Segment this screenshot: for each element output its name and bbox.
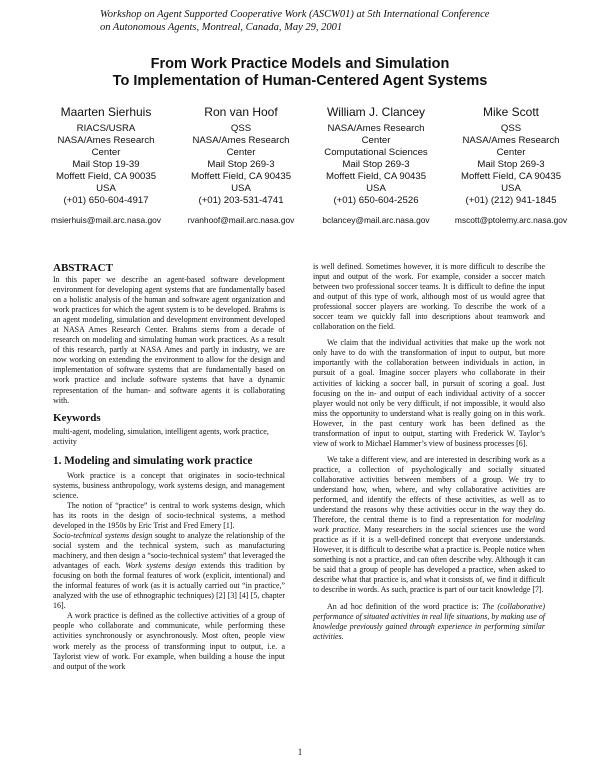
author-name: Mike Scott — [482, 105, 539, 119]
author-name: Maarten Sierhuis — [60, 105, 152, 119]
emphasis-practice-definition: The (collaborative) performance of situated activities in real life situations, by making use of knowledge previously gained through experience in performing similar activities. — [313, 601, 545, 641]
author-affiliation-line: Moffett Field, CA 90435 — [460, 171, 562, 182]
author-email[interactable]: msierhuis@mail.arc.nasa.gov — [51, 215, 161, 225]
author-affiliation-line: USA — [366, 183, 386, 194]
paper-title-line-1: From Work Practice Models and Simulation — [150, 56, 450, 72]
right-paragraph-4-text: An ad hoc definition of the word practice is: — [327, 601, 483, 611]
author-affiliation-line: Mail Stop 269-3 — [477, 159, 545, 170]
workshop-header-line-1: Workshop on Agent Supported Cooperative Work (ASCW01) at 5th International Conference — [100, 9, 490, 20]
author-affiliation-line: RIACS/USRA — [76, 123, 136, 134]
author-affiliation-line: Moffett Field, CA 90435 — [325, 171, 427, 182]
author-affiliation-line: USA — [501, 183, 521, 194]
right-paragraph-2: We claim that the individual activities that make up the work not only have to do with the transformation of input to output, but more importantly with the collaboration between individuals in action, in pursuit of a goal. Imagine soccer players who collaborate in their activities of kicking a soccer ball, in pursuit of scoring a goal. Just focusing on the in- and output of each individual activity of a soccer player would not only be very difficult, if not impossible, it would also miss the opportunity to understand what is really going on in this work. However, in the past century work has been defined as the transformation of input to output, starting with Frederick W. Taylor’s view of work to Michael Hammer’s view of business processes [6]. — [313, 338, 545, 448]
author-affiliation-line: Moffett Field, CA 90435 — [190, 171, 292, 182]
author-affiliation-line: QSS — [500, 123, 522, 134]
author-affiliation-line: Mail Stop 269-3 — [207, 159, 275, 170]
emphasis-socio-technical: Socio-technical systems design — [53, 530, 153, 540]
right-paragraph-1: is well defined. Sometimes however, it is more difficult to describe the input and output of the work. For example, consider a soccer match between two professional soccer teams. It is difficult to define the input and output of this type of work, although most of us would agree that professional soccer players are working. To describe the work of a soccer team we quickly fall into descriptions about teamwork and collaboration on the field. — [313, 262, 545, 332]
author-affiliation-line: NASA/Ames Research — [462, 135, 560, 146]
author-affiliation-line: Mail Stop 19-39 — [72, 159, 140, 170]
author-phone: (+01) 650-604-2526 — [333, 195, 419, 206]
author-affiliation-line: Center — [91, 147, 121, 158]
section-1-paragraph-1: Work practice is a concept that originates in socio-technical systems, business anthropology, work systems design, and management science. — [53, 470, 285, 500]
author-phone: (+01) 203-531-4741 — [198, 195, 284, 206]
workshop-header-line-2: on Autonomous Agents, Montreal, Canada, May 29, 2001 — [100, 22, 343, 33]
author-phone: (+01) 650-604-4917 — [63, 195, 149, 206]
author-email[interactable]: bclancey@mail.arc.nasa.gov — [322, 215, 430, 225]
right-column — [313, 262, 545, 642]
author-affiliation-line: NASA/Ames Research — [57, 135, 155, 146]
author-phone: (+01) (212) 941-1845 — [465, 195, 557, 206]
author-name: Ron van Hoof — [204, 105, 278, 119]
paper-title-line-2: To Implementation of Human-Centered Agent Systems — [112, 73, 488, 89]
author-van-hoof — [175, 105, 307, 226]
author-affiliation-line: Center — [226, 147, 256, 158]
keywords-text: multi-agent, modeling, simulation, intelligent agents, work practice, activity — [53, 426, 269, 446]
right-paragraph-4 — [313, 602, 545, 642]
emphasis-modeling-work-practice: modeling work practice — [313, 515, 545, 535]
right-paragraph-3 — [313, 455, 545, 596]
author-name: William J. Clancey — [326, 105, 425, 119]
author-affiliation-line: USA — [231, 183, 251, 194]
author-affiliation-line: Center — [496, 147, 526, 158]
author-affiliation-line: NASA/Ames Research — [327, 123, 425, 134]
section-1-paragraph-2-text: extends this tradition by focusing on both the formal features of work (explicit, intentional) and the informal features of work (as it is actually carried out “in practice,” analyzed with the use of ethnographic techniques) [2] [3] [4] [5, chapter 16]. — [53, 561, 285, 611]
author-affiliation-line: USA — [96, 183, 116, 194]
author-affiliation-line: Mail Stop 269-3 — [342, 159, 410, 170]
author-affiliation-line: NASA/Ames Research — [192, 135, 290, 146]
emphasis-work-systems-design: Work systems design — [125, 561, 196, 571]
paper-title — [0, 56, 600, 90]
right-paragraph-3-text: We take a different view, and are interested in describing work as a practice, a collection of psychologically and socially situated collaborative activities between members of a group. We try to understand how, when, where, and why collaborative activities are performed, and identify the effects of these activities, as well as to understand the reasons why these activities occur in the way they do. Therefore, the central theme is to find a representation for — [313, 454, 545, 525]
left-column — [53, 262, 285, 672]
author-affiliation-line: Moffett Field, CA 90035 — [55, 171, 157, 182]
author-sierhuis — [40, 105, 172, 226]
section-1-paragraph-3: A work practice is defined as the collective activities of a group of people who collaborate and communicate, while performing these activities synchronously or asynchronously. Most often, people view work merely as the process of transforming input to output, i.e. a Taylorist view of work. For example, when building a house the input and output of the work — [53, 611, 285, 671]
right-paragraph-3-text: . Many researchers in the social sciences use the word practice as if it is a well-defined concept that everyone understands. However, it is difficult to describe what a practice is. People notice when something is not a practice, and can often describe why. Although it can be said that a group of people has developed a practice, when asked to describe what that practice is, and what it consists of, we find it difficult to describe in words. As such, practice is part of our tacit knowledge [7]. — [313, 525, 545, 595]
author-email[interactable]: rvanhoof@mail.arc.nasa.gov — [187, 215, 295, 225]
workshop-header — [100, 8, 520, 34]
author-affiliation-line: Center — [361, 135, 391, 146]
section-1-paragraph-2-text: sought to analyze the relationship of the social system and the technical system, such as manufacturing machinery, and then design a “socio-technical system” that leveraged the advantages of each. — [53, 530, 286, 571]
abstract-text: In this paper we describe an agent-based software development environment for developing agent systems that are fundamentally based on a holistic analysis of the human and software agent organization and work practices for which the agent system is to be developed. Brahms is an agent modeling, simulation and development environment developed at NASA Ames Research Center. Brahms stems from a decade of research on modeling and simulating human work practices. As a result of this research, partly at NASA Ames and partly in industry, we are now working on extending the environment to allow for the design and implementation of software systems that are fundamentally based on work practice and include software systems that have a dynamic representation of the human- and software agents it is collaborating with. — [53, 275, 285, 405]
author-block — [40, 105, 580, 225]
keywords-heading: Keywords — [53, 411, 101, 424]
author-scott — [445, 105, 577, 226]
author-affiliation-line: Computational Sciences — [324, 147, 428, 158]
section-1-paragraph-2-text: The notion of “practice” is central to work systems design, which has its roots in the design of socio-technical systems, a method developed in the 1950s by Eric Trist and Fred Emery [1]. — [53, 500, 285, 530]
author-email[interactable]: mscott@ptolemy.arc.nasa.gov — [454, 215, 568, 225]
section-1-heading: 1. Modeling and simulating work practice — [53, 454, 253, 467]
page-number: 1 — [297, 747, 303, 757]
section-1-paragraph-2 — [53, 501, 285, 612]
author-affiliation-line: QSS — [230, 123, 252, 134]
author-clancey — [310, 105, 442, 226]
abstract-heading: ABSTRACT — [53, 262, 113, 274]
